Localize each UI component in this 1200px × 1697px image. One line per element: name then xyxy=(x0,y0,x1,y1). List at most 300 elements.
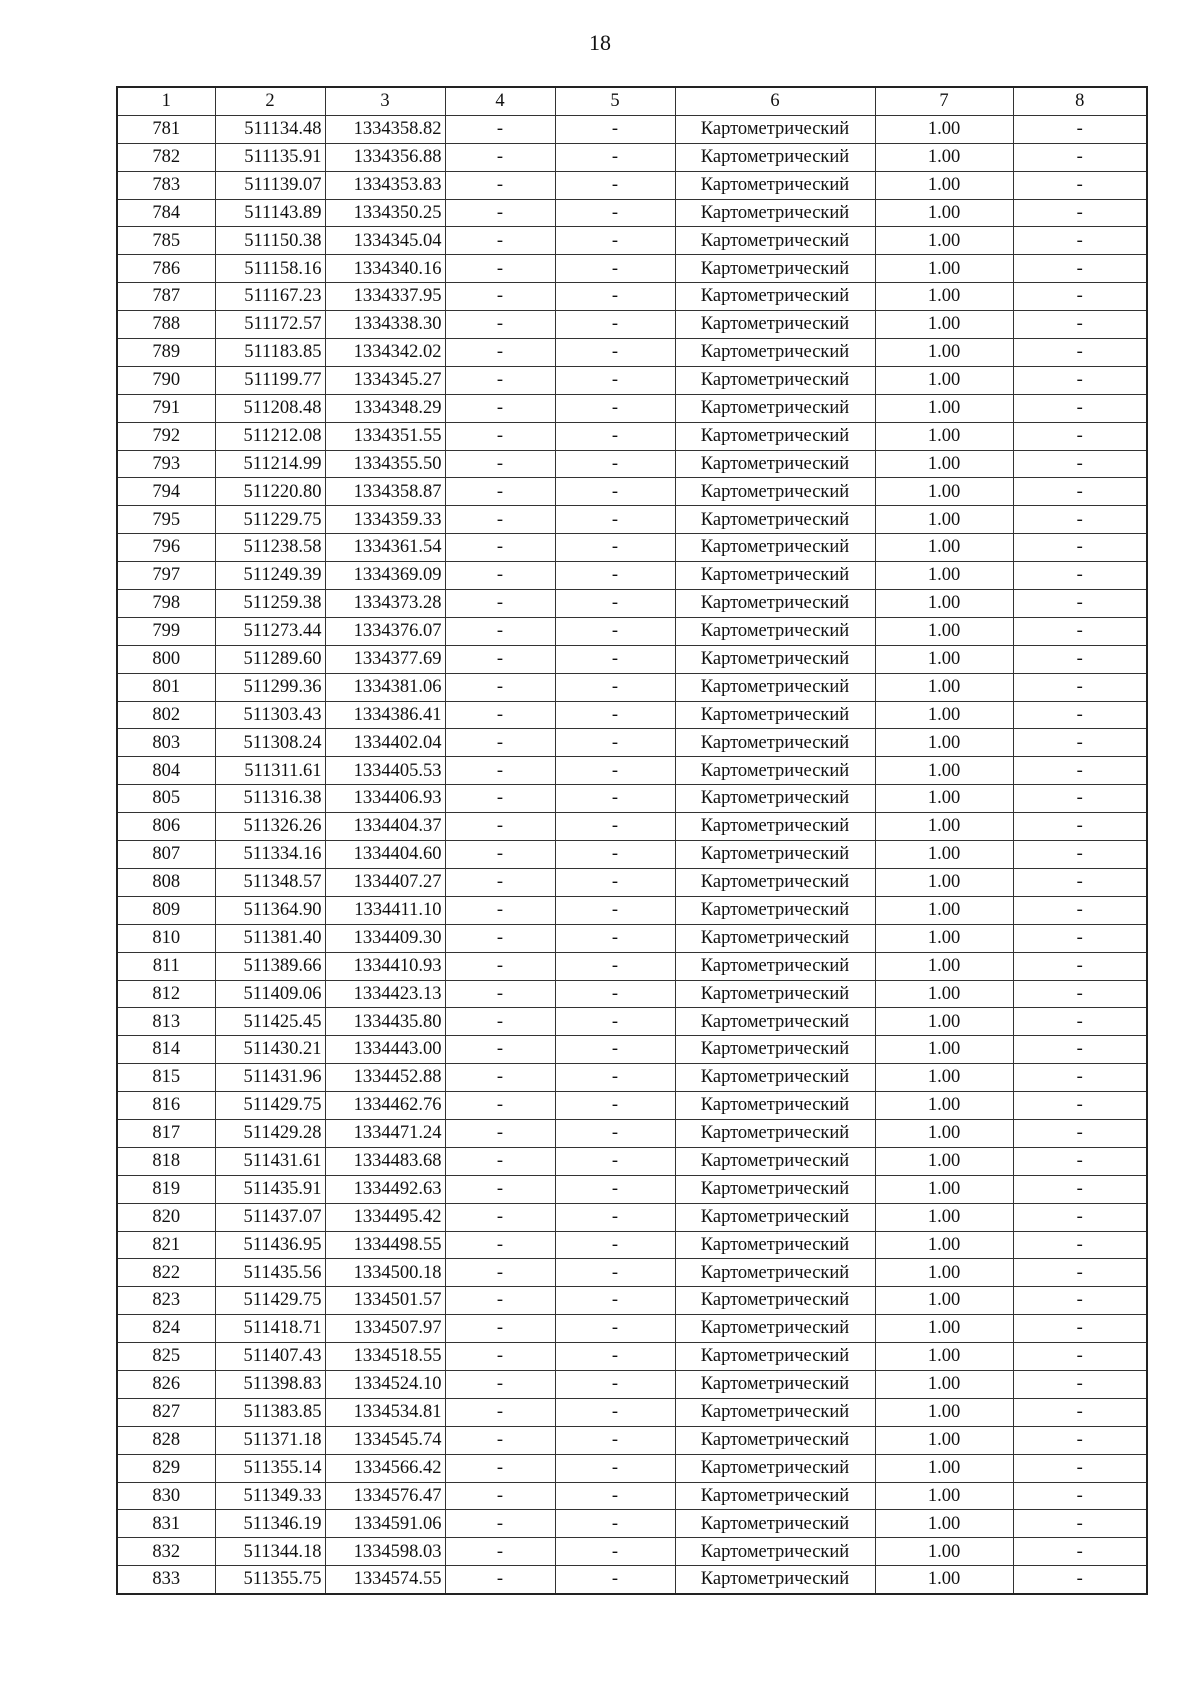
x-coordinate-cell: 511429.75 xyxy=(215,1287,325,1315)
method-cell: Картометрический xyxy=(675,1092,875,1120)
x-coordinate-cell: 511431.96 xyxy=(215,1064,325,1092)
column-8-cell: - xyxy=(1013,562,1147,590)
column-8-cell: - xyxy=(1013,868,1147,896)
table-row xyxy=(117,1482,1147,1510)
y-coordinate-cell: 1334452.88 xyxy=(325,1064,445,1092)
column-5-cell: - xyxy=(555,868,675,896)
x-coordinate-cell: 511429.28 xyxy=(215,1119,325,1147)
y-coordinate-cell: 1334492.63 xyxy=(325,1175,445,1203)
y-coordinate-cell: 1334576.47 xyxy=(325,1482,445,1510)
y-coordinate-cell: 1334591.06 xyxy=(325,1510,445,1538)
column-5-cell: - xyxy=(555,1538,675,1566)
x-coordinate-cell: 511303.43 xyxy=(215,701,325,729)
column-5-cell: - xyxy=(555,1315,675,1343)
method-cell: Картометрический xyxy=(675,506,875,534)
accuracy-cell: 1.00 xyxy=(875,813,1013,841)
column-5-cell: - xyxy=(555,980,675,1008)
column-8-cell: - xyxy=(1013,1287,1147,1315)
point-number-cell: 827 xyxy=(117,1398,215,1426)
table-row xyxy=(117,841,1147,869)
method-cell: Картометрический xyxy=(675,617,875,645)
accuracy-cell: 1.00 xyxy=(875,283,1013,311)
column-5-cell: - xyxy=(555,924,675,952)
x-coordinate-cell: 511238.58 xyxy=(215,534,325,562)
table-row xyxy=(117,757,1147,785)
method-cell: Картометрический xyxy=(675,143,875,171)
column-5-cell: - xyxy=(555,896,675,924)
accuracy-cell: 1.00 xyxy=(875,1119,1013,1147)
accuracy-cell: 1.00 xyxy=(875,673,1013,701)
column-8-cell: - xyxy=(1013,841,1147,869)
x-coordinate-cell: 511134.48 xyxy=(215,115,325,143)
y-coordinate-cell: 1334507.97 xyxy=(325,1315,445,1343)
table-row xyxy=(117,617,1147,645)
x-coordinate-cell: 511289.60 xyxy=(215,645,325,673)
y-coordinate-cell: 1334377.69 xyxy=(325,645,445,673)
table-row xyxy=(117,813,1147,841)
method-cell: Картометрический xyxy=(675,1315,875,1343)
x-coordinate-cell: 511430.21 xyxy=(215,1036,325,1064)
column-8-cell: - xyxy=(1013,506,1147,534)
x-coordinate-cell: 511229.75 xyxy=(215,506,325,534)
point-number-cell: 804 xyxy=(117,757,215,785)
column-8-cell: - xyxy=(1013,1092,1147,1120)
table-row xyxy=(117,1147,1147,1175)
table-row xyxy=(117,1398,1147,1426)
table-row xyxy=(117,422,1147,450)
y-coordinate-cell: 1334406.93 xyxy=(325,785,445,813)
column-4-cell: - xyxy=(445,143,555,171)
y-coordinate-cell: 1334351.55 xyxy=(325,422,445,450)
method-cell: Картометрический xyxy=(675,1426,875,1454)
column-4-cell: - xyxy=(445,1426,555,1454)
x-coordinate-cell: 511172.57 xyxy=(215,311,325,339)
coordinates-table xyxy=(116,86,1148,1595)
table-row xyxy=(117,1566,1147,1594)
column-4-cell: - xyxy=(445,450,555,478)
y-coordinate-cell: 1334342.02 xyxy=(325,339,445,367)
point-number-cell: 832 xyxy=(117,1538,215,1566)
table-row xyxy=(117,1092,1147,1120)
method-cell: Картометрический xyxy=(675,701,875,729)
x-coordinate-cell: 511346.19 xyxy=(215,1510,325,1538)
table-row xyxy=(117,1426,1147,1454)
accuracy-cell: 1.00 xyxy=(875,841,1013,869)
column-header: 7 xyxy=(875,87,1013,115)
table-row xyxy=(117,1119,1147,1147)
x-coordinate-cell: 511435.56 xyxy=(215,1259,325,1287)
y-coordinate-cell: 1334501.57 xyxy=(325,1287,445,1315)
column-4-cell: - xyxy=(445,1315,555,1343)
column-8-cell: - xyxy=(1013,1510,1147,1538)
table-row xyxy=(117,171,1147,199)
accuracy-cell: 1.00 xyxy=(875,1287,1013,1315)
method-cell: Картометрический xyxy=(675,1398,875,1426)
y-coordinate-cell: 1334545.74 xyxy=(325,1426,445,1454)
method-cell: Картометрический xyxy=(675,339,875,367)
table-row xyxy=(117,366,1147,394)
table-row xyxy=(117,1370,1147,1398)
y-coordinate-cell: 1334500.18 xyxy=(325,1259,445,1287)
method-cell: Картометрический xyxy=(675,729,875,757)
method-cell: Картометрический xyxy=(675,1510,875,1538)
y-coordinate-cell: 1334337.95 xyxy=(325,283,445,311)
column-5-cell: - xyxy=(555,1259,675,1287)
accuracy-cell: 1.00 xyxy=(875,1203,1013,1231)
column-4-cell: - xyxy=(445,1454,555,1482)
column-8-cell: - xyxy=(1013,896,1147,924)
method-cell: Картометрический xyxy=(675,1119,875,1147)
column-8-cell: - xyxy=(1013,757,1147,785)
point-number-cell: 784 xyxy=(117,199,215,227)
x-coordinate-cell: 511316.38 xyxy=(215,785,325,813)
column-8-cell: - xyxy=(1013,339,1147,367)
column-4-cell: - xyxy=(445,562,555,590)
accuracy-cell: 1.00 xyxy=(875,729,1013,757)
x-coordinate-cell: 511220.80 xyxy=(215,478,325,506)
x-coordinate-cell: 511349.33 xyxy=(215,1482,325,1510)
x-coordinate-cell: 511139.07 xyxy=(215,171,325,199)
y-coordinate-cell: 1334483.68 xyxy=(325,1147,445,1175)
x-coordinate-cell: 511371.18 xyxy=(215,1426,325,1454)
point-number-cell: 794 xyxy=(117,478,215,506)
table-row xyxy=(117,1008,1147,1036)
table-row xyxy=(117,311,1147,339)
x-coordinate-cell: 511425.45 xyxy=(215,1008,325,1036)
column-5-cell: - xyxy=(555,1426,675,1454)
point-number-cell: 803 xyxy=(117,729,215,757)
column-4-cell: - xyxy=(445,478,555,506)
method-cell: Картометрический xyxy=(675,1064,875,1092)
method-cell: Картометрический xyxy=(675,199,875,227)
column-8-cell: - xyxy=(1013,1008,1147,1036)
column-4-cell: - xyxy=(445,980,555,1008)
column-5-cell: - xyxy=(555,311,675,339)
point-number-cell: 821 xyxy=(117,1231,215,1259)
point-number-cell: 806 xyxy=(117,813,215,841)
table-row xyxy=(117,450,1147,478)
column-4-cell: - xyxy=(445,199,555,227)
accuracy-cell: 1.00 xyxy=(875,171,1013,199)
accuracy-cell: 1.00 xyxy=(875,896,1013,924)
y-coordinate-cell: 1334358.82 xyxy=(325,115,445,143)
column-8-cell: - xyxy=(1013,1538,1147,1566)
column-4-cell: - xyxy=(445,701,555,729)
point-number-cell: 823 xyxy=(117,1287,215,1315)
point-number-cell: 797 xyxy=(117,562,215,590)
y-coordinate-cell: 1334423.13 xyxy=(325,980,445,1008)
column-5-cell: - xyxy=(555,1343,675,1371)
point-number-cell: 785 xyxy=(117,227,215,255)
method-cell: Картометрический xyxy=(675,283,875,311)
y-coordinate-cell: 1334350.25 xyxy=(325,199,445,227)
accuracy-cell: 1.00 xyxy=(875,617,1013,645)
y-coordinate-cell: 1334435.80 xyxy=(325,1008,445,1036)
x-coordinate-cell: 511212.08 xyxy=(215,422,325,450)
column-4-cell: - xyxy=(445,422,555,450)
column-4-cell: - xyxy=(445,841,555,869)
x-coordinate-cell: 511409.06 xyxy=(215,980,325,1008)
column-5-cell: - xyxy=(555,1398,675,1426)
column-5-cell: - xyxy=(555,171,675,199)
column-5-cell: - xyxy=(555,813,675,841)
column-5-cell: - xyxy=(555,227,675,255)
column-8-cell: - xyxy=(1013,171,1147,199)
column-4-cell: - xyxy=(445,1036,555,1064)
column-4-cell: - xyxy=(445,534,555,562)
accuracy-cell: 1.00 xyxy=(875,534,1013,562)
point-number-cell: 783 xyxy=(117,171,215,199)
point-number-cell: 812 xyxy=(117,980,215,1008)
table-row xyxy=(117,283,1147,311)
column-8-cell: - xyxy=(1013,394,1147,422)
point-number-cell: 829 xyxy=(117,1454,215,1482)
point-number-cell: 790 xyxy=(117,366,215,394)
x-coordinate-cell: 511259.38 xyxy=(215,590,325,618)
y-coordinate-cell: 1334534.81 xyxy=(325,1398,445,1426)
method-cell: Картометрический xyxy=(675,1370,875,1398)
x-coordinate-cell: 511214.99 xyxy=(215,450,325,478)
column-4-cell: - xyxy=(445,1566,555,1594)
point-number-cell: 828 xyxy=(117,1426,215,1454)
method-cell: Картометрический xyxy=(675,645,875,673)
column-5-cell: - xyxy=(555,143,675,171)
column-8-cell: - xyxy=(1013,115,1147,143)
table-row xyxy=(117,227,1147,255)
point-number-cell: 805 xyxy=(117,785,215,813)
x-coordinate-cell: 511344.18 xyxy=(215,1538,325,1566)
y-coordinate-cell: 1334443.00 xyxy=(325,1036,445,1064)
accuracy-cell: 1.00 xyxy=(875,1259,1013,1287)
y-coordinate-cell: 1334409.30 xyxy=(325,924,445,952)
table-row xyxy=(117,1538,1147,1566)
header-row xyxy=(117,87,1147,115)
point-number-cell: 833 xyxy=(117,1566,215,1594)
column-5-cell: - xyxy=(555,1008,675,1036)
accuracy-cell: 1.00 xyxy=(875,701,1013,729)
accuracy-cell: 1.00 xyxy=(875,1036,1013,1064)
point-number-cell: 792 xyxy=(117,422,215,450)
method-cell: Картометрический xyxy=(675,757,875,785)
point-number-cell: 820 xyxy=(117,1203,215,1231)
column-8-cell: - xyxy=(1013,450,1147,478)
column-5-cell: - xyxy=(555,1036,675,1064)
column-4-cell: - xyxy=(445,617,555,645)
method-cell: Картометрический xyxy=(675,590,875,618)
column-header: 6 xyxy=(675,87,875,115)
table-row xyxy=(117,785,1147,813)
point-number-cell: 818 xyxy=(117,1147,215,1175)
method-cell: Картометрический xyxy=(675,896,875,924)
method-cell: Картометрический xyxy=(675,1566,875,1594)
method-cell: Картометрический xyxy=(675,1175,875,1203)
column-5-cell: - xyxy=(555,1064,675,1092)
point-number-cell: 793 xyxy=(117,450,215,478)
column-5-cell: - xyxy=(555,1092,675,1120)
table-row xyxy=(117,868,1147,896)
column-8-cell: - xyxy=(1013,283,1147,311)
y-coordinate-cell: 1334369.09 xyxy=(325,562,445,590)
column-4-cell: - xyxy=(445,1092,555,1120)
point-number-cell: 786 xyxy=(117,255,215,283)
column-5-cell: - xyxy=(555,1147,675,1175)
column-5-cell: - xyxy=(555,757,675,785)
column-header: 8 xyxy=(1013,87,1147,115)
y-coordinate-cell: 1334405.53 xyxy=(325,757,445,785)
accuracy-cell: 1.00 xyxy=(875,311,1013,339)
accuracy-cell: 1.00 xyxy=(875,1482,1013,1510)
method-cell: Картометрический xyxy=(675,1203,875,1231)
point-number-cell: 809 xyxy=(117,896,215,924)
x-coordinate-cell: 511308.24 xyxy=(215,729,325,757)
column-header: 2 xyxy=(215,87,325,115)
method-cell: Картометрический xyxy=(675,1287,875,1315)
point-number-cell: 816 xyxy=(117,1092,215,1120)
column-5-cell: - xyxy=(555,1203,675,1231)
column-8-cell: - xyxy=(1013,673,1147,701)
point-number-cell: 801 xyxy=(117,673,215,701)
x-coordinate-cell: 511383.85 xyxy=(215,1398,325,1426)
y-coordinate-cell: 1334471.24 xyxy=(325,1119,445,1147)
column-4-cell: - xyxy=(445,1538,555,1566)
method-cell: Картометрический xyxy=(675,478,875,506)
method-cell: Картометрический xyxy=(675,673,875,701)
table-row xyxy=(117,506,1147,534)
point-number-cell: 800 xyxy=(117,645,215,673)
column-8-cell: - xyxy=(1013,590,1147,618)
table-row xyxy=(117,645,1147,673)
method-cell: Картометрический xyxy=(675,1147,875,1175)
accuracy-cell: 1.00 xyxy=(875,199,1013,227)
point-number-cell: 825 xyxy=(117,1343,215,1371)
method-cell: Картометрический xyxy=(675,785,875,813)
accuracy-cell: 1.00 xyxy=(875,785,1013,813)
y-coordinate-cell: 1334355.50 xyxy=(325,450,445,478)
table-row xyxy=(117,1036,1147,1064)
method-cell: Картометрический xyxy=(675,841,875,869)
table-row xyxy=(117,394,1147,422)
accuracy-cell: 1.00 xyxy=(875,1175,1013,1203)
accuracy-cell: 1.00 xyxy=(875,366,1013,394)
column-4-cell: - xyxy=(445,868,555,896)
accuracy-cell: 1.00 xyxy=(875,1426,1013,1454)
column-5-cell: - xyxy=(555,255,675,283)
x-coordinate-cell: 511407.43 xyxy=(215,1343,325,1371)
accuracy-cell: 1.00 xyxy=(875,562,1013,590)
accuracy-cell: 1.00 xyxy=(875,450,1013,478)
column-4-cell: - xyxy=(445,785,555,813)
column-4-cell: - xyxy=(445,757,555,785)
column-8-cell: - xyxy=(1013,366,1147,394)
column-5-cell: - xyxy=(555,1119,675,1147)
point-number-cell: 796 xyxy=(117,534,215,562)
column-4-cell: - xyxy=(445,1008,555,1036)
method-cell: Картометрический xyxy=(675,255,875,283)
accuracy-cell: 1.00 xyxy=(875,1343,1013,1371)
table-row xyxy=(117,1175,1147,1203)
method-cell: Картометрический xyxy=(675,450,875,478)
column-4-cell: - xyxy=(445,673,555,701)
x-coordinate-cell: 511143.89 xyxy=(215,199,325,227)
table-row xyxy=(117,952,1147,980)
column-4-cell: - xyxy=(445,896,555,924)
column-4-cell: - xyxy=(445,1147,555,1175)
y-coordinate-cell: 1334356.88 xyxy=(325,143,445,171)
column-4-cell: - xyxy=(445,1370,555,1398)
accuracy-cell: 1.00 xyxy=(875,143,1013,171)
point-number-cell: 808 xyxy=(117,868,215,896)
table-row xyxy=(117,590,1147,618)
column-4-cell: - xyxy=(445,590,555,618)
method-cell: Картометрический xyxy=(675,1231,875,1259)
column-5-cell: - xyxy=(555,1482,675,1510)
column-5-cell: - xyxy=(555,701,675,729)
column-8-cell: - xyxy=(1013,1036,1147,1064)
table-row xyxy=(117,1454,1147,1482)
point-number-cell: 819 xyxy=(117,1175,215,1203)
column-4-cell: - xyxy=(445,1343,555,1371)
accuracy-cell: 1.00 xyxy=(875,394,1013,422)
accuracy-cell: 1.00 xyxy=(875,1370,1013,1398)
column-8-cell: - xyxy=(1013,1119,1147,1147)
column-4-cell: - xyxy=(445,1203,555,1231)
column-5-cell: - xyxy=(555,673,675,701)
column-8-cell: - xyxy=(1013,1231,1147,1259)
column-4-cell: - xyxy=(445,924,555,952)
accuracy-cell: 1.00 xyxy=(875,952,1013,980)
column-8-cell: - xyxy=(1013,1398,1147,1426)
x-coordinate-cell: 511135.91 xyxy=(215,143,325,171)
column-5-cell: - xyxy=(555,1454,675,1482)
accuracy-cell: 1.00 xyxy=(875,645,1013,673)
column-4-cell: - xyxy=(445,1398,555,1426)
column-4-cell: - xyxy=(445,1259,555,1287)
y-coordinate-cell: 1334381.06 xyxy=(325,673,445,701)
point-number-cell: 813 xyxy=(117,1008,215,1036)
x-coordinate-cell: 511183.85 xyxy=(215,339,325,367)
point-number-cell: 799 xyxy=(117,617,215,645)
method-cell: Картометрический xyxy=(675,1538,875,1566)
column-4-cell: - xyxy=(445,366,555,394)
column-4-cell: - xyxy=(445,1175,555,1203)
column-8-cell: - xyxy=(1013,701,1147,729)
accuracy-cell: 1.00 xyxy=(875,1147,1013,1175)
point-number-cell: 826 xyxy=(117,1370,215,1398)
column-8-cell: - xyxy=(1013,199,1147,227)
point-number-cell: 781 xyxy=(117,115,215,143)
column-header: 5 xyxy=(555,87,675,115)
column-5-cell: - xyxy=(555,478,675,506)
column-5-cell: - xyxy=(555,339,675,367)
column-8-cell: - xyxy=(1013,645,1147,673)
y-coordinate-cell: 1334598.03 xyxy=(325,1538,445,1566)
point-number-cell: 788 xyxy=(117,311,215,339)
point-number-cell: 782 xyxy=(117,143,215,171)
y-coordinate-cell: 1334404.37 xyxy=(325,813,445,841)
point-number-cell: 824 xyxy=(117,1315,215,1343)
method-cell: Картометрический xyxy=(675,115,875,143)
column-8-cell: - xyxy=(1013,1259,1147,1287)
column-8-cell: - xyxy=(1013,980,1147,1008)
point-number-cell: 830 xyxy=(117,1482,215,1510)
accuracy-cell: 1.00 xyxy=(875,590,1013,618)
column-5-cell: - xyxy=(555,1287,675,1315)
column-4-cell: - xyxy=(445,1287,555,1315)
column-5-cell: - xyxy=(555,562,675,590)
column-4-cell: - xyxy=(445,171,555,199)
method-cell: Картометрический xyxy=(675,813,875,841)
table-row xyxy=(117,1343,1147,1371)
